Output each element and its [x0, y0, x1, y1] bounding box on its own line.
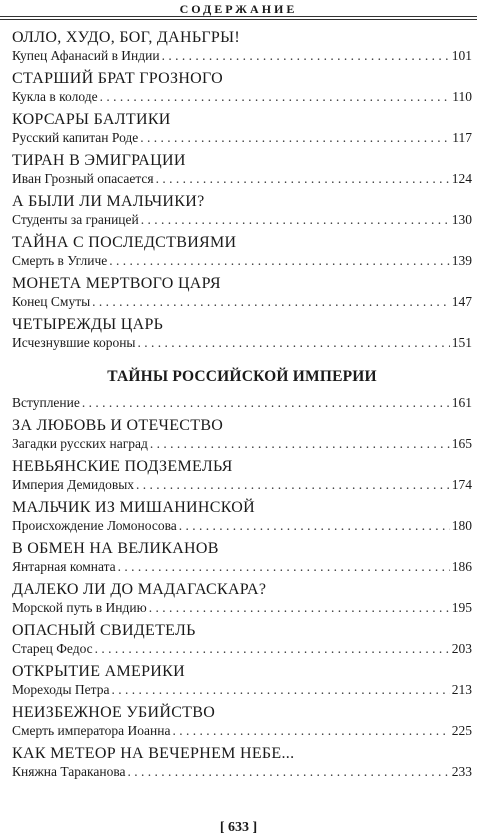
- toc-entry: [12, 744, 472, 780]
- chapter-subtitle: Старец Федос: [12, 641, 93, 656]
- toc-line: [12, 476, 472, 493]
- toc-entry: [12, 416, 472, 452]
- dot-leader: [128, 763, 450, 780]
- toc-line: [12, 681, 472, 698]
- toc-line: [12, 170, 472, 187]
- chapter-subtitle: Княжна Тараканова: [12, 764, 126, 779]
- chapter-title: НЕВЬЯНСКИЕ ПОДЗЕМЕЛЬЯ: [12, 458, 233, 475]
- chapter-subtitle: Кукла в колоде: [12, 89, 98, 104]
- toc-line: [12, 722, 472, 739]
- dot-leader: [149, 599, 450, 616]
- dot-leader: [95, 640, 450, 657]
- table-of-contents: [12, 28, 472, 785]
- chapter-title: МАЛЬЧИК ИЗ МИШАНИНСКОЙ: [12, 499, 256, 516]
- dot-leader: [156, 170, 450, 187]
- toc-line: [12, 252, 472, 269]
- page-number: 195: [451, 600, 472, 615]
- page-number: 147: [451, 294, 472, 309]
- toc-entry: [12, 274, 472, 310]
- chapter-subtitle: Происхождение Ломоносова: [12, 518, 177, 533]
- chapter-subtitle: Студенты за границей: [12, 212, 139, 227]
- chapter-title: ЗА ЛЮБОВЬ И ОТЕЧЕСТВО: [12, 417, 224, 434]
- dot-leader: [118, 558, 450, 575]
- toc-line: [12, 558, 472, 575]
- page-number: 139: [451, 253, 472, 268]
- toc-entry: [12, 457, 472, 493]
- chapter-subtitle: Смерть в Угличе: [12, 253, 108, 268]
- toc-entry: [12, 662, 472, 698]
- toc-line: [12, 599, 472, 616]
- toc-entry: [12, 315, 472, 351]
- chapter-subtitle: Русский капитан Роде: [12, 130, 139, 145]
- toc-part-1: [12, 28, 472, 351]
- toc-intro-label: Вступление: [12, 395, 80, 410]
- chapter-subtitle: Смерть императора Иоанна: [12, 723, 171, 738]
- toc-line: [12, 640, 472, 657]
- dot-leader: [82, 394, 450, 411]
- page-number-footer: [ 633 ]: [219, 820, 258, 835]
- toc-part-2: [12, 416, 472, 780]
- page-number: 130: [451, 212, 472, 227]
- toc-entry: [12, 28, 472, 64]
- chapter-title: ЧЕТЫРЕЖДЫ ЦАРЬ: [12, 316, 164, 333]
- chapter-title: ТАЙНА С ПОСЛЕДСТВИЯМИ: [12, 234, 237, 251]
- header-rule-bottom: [0, 19, 477, 20]
- dot-leader: [100, 88, 451, 105]
- dot-leader: [172, 722, 449, 739]
- page-number: 151: [451, 335, 472, 350]
- toc-entry: [12, 580, 472, 616]
- chapter-title: ОПАСНЫЙ СВИДЕТЕЛЬ: [12, 622, 196, 639]
- page-number: 180: [451, 518, 472, 533]
- dot-leader: [141, 211, 450, 228]
- page-number: 225: [451, 723, 472, 738]
- chapter-subtitle: Империя Демидовых: [12, 477, 135, 492]
- chapter-subtitle: Купец Афанасий в Индии: [12, 48, 160, 63]
- toc-entry: [12, 621, 472, 657]
- toc-entry: [12, 498, 472, 534]
- chapter-title: ОТКРЫТИЕ АМЕРИКИ: [12, 663, 185, 680]
- toc-line: [12, 517, 472, 534]
- chapter-subtitle: Загадки русских наград: [12, 436, 148, 451]
- toc-line: [12, 435, 472, 452]
- toc-entry: [12, 151, 472, 187]
- toc-line: [12, 334, 472, 351]
- page-number: 233: [451, 764, 472, 779]
- chapter-title: ОЛЛО, ХУДО, БОГ, ДАНЬГРЫ!: [12, 29, 240, 46]
- toc-entry: [12, 233, 472, 269]
- page-number: 203: [451, 641, 472, 656]
- toc-line: [12, 129, 472, 146]
- chapter-subtitle: Морской путь в Индию: [12, 600, 147, 615]
- chapter-title: КОРСАРЫ БАЛТИКИ: [12, 111, 171, 128]
- dot-leader: [138, 334, 450, 351]
- chapter-subtitle: Иван Грозный опасается: [12, 171, 154, 186]
- dot-leader: [111, 681, 449, 698]
- page-number: 213: [451, 682, 472, 697]
- toc-intro-entry: [12, 394, 472, 411]
- dot-leader: [179, 517, 450, 534]
- page-number: 174: [451, 477, 472, 492]
- toc-entry: [12, 192, 472, 228]
- dot-leader: [92, 293, 450, 310]
- toc-line: [12, 47, 472, 64]
- chapter-subtitle: Исчезнувшие короны: [12, 335, 136, 350]
- section-heading: ТАЙНЫ РОССИЙСКОЙ ИМПЕРИИ: [107, 368, 377, 385]
- toc-intro-line: [12, 394, 472, 411]
- chapter-subtitle: Конец Смуты: [12, 294, 91, 309]
- toc-entry: [12, 69, 472, 105]
- page-number: 186: [451, 559, 472, 574]
- header-rule-top: [0, 16, 477, 17]
- dot-leader: [140, 129, 450, 146]
- chapter-title: А БЫЛИ ЛИ МАЛЬЧИКИ?: [12, 193, 205, 210]
- toc-line: [12, 763, 472, 780]
- page-number: 110: [452, 89, 472, 104]
- chapter-subtitle: Янтарная комната: [12, 559, 116, 574]
- toc-entry: [12, 539, 472, 575]
- page-number: 117: [452, 130, 472, 145]
- toc-entry: [12, 110, 472, 146]
- chapter-title: ДАЛЕКО ЛИ ДО МАДАГАСКАРА?: [12, 581, 267, 598]
- chapter-title: МОНЕТА МЕРТВОГО ЦАРЯ: [12, 275, 221, 292]
- toc-entry: [12, 703, 472, 739]
- header-title: СОДЕРЖАНИЕ: [179, 2, 298, 16]
- toc-line: [12, 211, 472, 228]
- chapter-title: КАК МЕТЕОР НА ВЕЧЕРНЕМ НЕБЕ...: [12, 745, 295, 762]
- chapter-subtitle: Мореходы Петра: [12, 682, 110, 697]
- page-number: 101: [451, 48, 472, 63]
- dot-leader: [162, 47, 450, 64]
- toc-line: [12, 88, 472, 105]
- chapter-title: В ОБМЕН НА ВЕЛИКАНОВ: [12, 540, 219, 557]
- toc-line: [12, 293, 472, 310]
- chapter-title: СТАРШИЙ БРАТ ГРОЗНОГО: [12, 70, 224, 87]
- running-header: [0, 0, 477, 22]
- dot-leader: [136, 476, 450, 493]
- dot-leader: [150, 435, 450, 452]
- page-number: 124: [451, 171, 472, 186]
- page-number: 165: [451, 436, 472, 451]
- toc-intro-page: 161: [451, 395, 472, 410]
- dot-leader: [109, 252, 449, 269]
- chapter-title: НЕИЗБЕЖНОЕ УБИЙСТВО: [12, 704, 216, 721]
- chapter-title: ТИРАН В ЭМИГРАЦИИ: [12, 152, 186, 169]
